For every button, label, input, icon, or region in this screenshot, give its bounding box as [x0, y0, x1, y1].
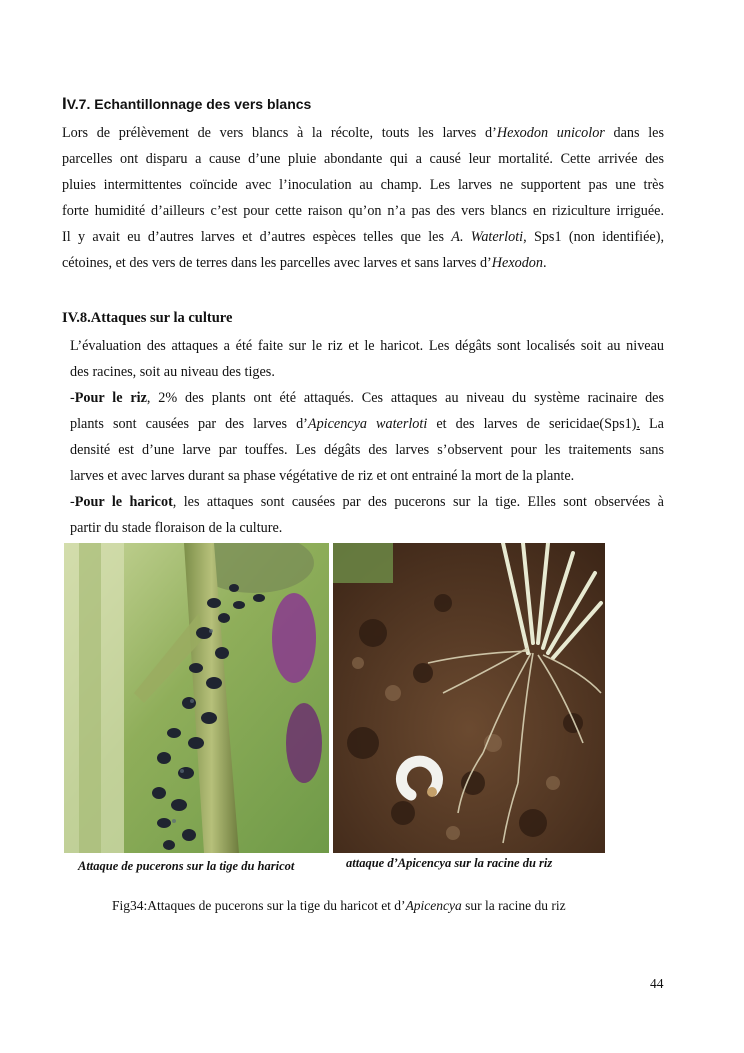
caption-part-italic: Apicencya [405, 898, 462, 913]
caption-part: sur la racine du riz [461, 898, 566, 913]
text-line: cétoines, et des vers de terres dans les parcelles avec larves et sans larves d’Hexodon. [62, 255, 547, 271]
section-heading-iv7 [62, 94, 311, 114]
paragraph-riz [70, 385, 664, 489]
section-heading-iv8: IV.8.Attaques sur la culture [62, 310, 233, 326]
paragraph-haricot [70, 489, 664, 541]
text-line: forte humidité d’ailleurs c’est pour cette raison qu’on n’a pas des vers blancs en riziculture irriguée. [62, 203, 664, 219]
text-line: -Pour le haricot, les attaques sont causées par des pucerons sur la tige. Elles sont observées à [70, 494, 664, 510]
caption-part: Fig34:Attaques de pucerons sur la tige du haricot et d’ [112, 898, 406, 913]
text-line: parcelles ont disparu a cause d’une pluie abondante qui a causé leur mortalité. Cette arrivée des [62, 151, 664, 167]
photo-aphids-on-bean-stem [64, 543, 329, 853]
page-number: 44 [650, 976, 664, 991]
text-line: pluies intermittentes coïncide avec l’inoculation au champ. Les larves ne supportent pas une très [62, 177, 664, 193]
paragraph-echantillonnage [62, 120, 664, 276]
text-line: plants sont causées par des larves d’Apicencya waterloti et des larves de sericidae(Sps1). La [70, 416, 664, 432]
text-line: Il y avait eu d’autres larves et d’autres espèces telles que les A. Waterloti, Sps1 (non identifiée), [62, 229, 664, 245]
figure-caption [112, 898, 566, 914]
text-line: partir du stade floraison de la culture. [70, 520, 283, 536]
heading-initial: I [62, 94, 67, 113]
text-line: larves et avec larves durant sa phase végétative de riz et ont entrainé la mort de la plante. [70, 468, 575, 484]
text-line: L’évaluation des attaques a été faite sur le riz et le haricot. Les dégâts sont localisés soit au niveau [70, 338, 664, 354]
paragraph-evaluation [70, 333, 664, 385]
photo-caption-right: attaque d’Apicencya sur la racine du riz [346, 856, 553, 870]
heading-text: V.7. Echantillonnage des vers blancs [66, 96, 312, 112]
photo-caption-left: Attaque de pucerons sur la tige du haricot [78, 859, 295, 873]
text-line: -Pour le riz, 2% des plants ont été attaqués. Ces attaques au niveau du système racinaire des [70, 390, 664, 406]
text-line: des racines, soit au niveau des tiges. [70, 364, 275, 380]
figure-34 [64, 543, 605, 881]
text-line: Lors de prélèvement de vers blancs à la récolte, touts les larves d’Hexodon unicolor dans les [62, 125, 664, 141]
text-line: densité est d’une larve par touffes. Les dégâts des larves s’observent pour les traitements sans [70, 442, 664, 458]
photo-larva-on-rice-root [333, 543, 605, 853]
